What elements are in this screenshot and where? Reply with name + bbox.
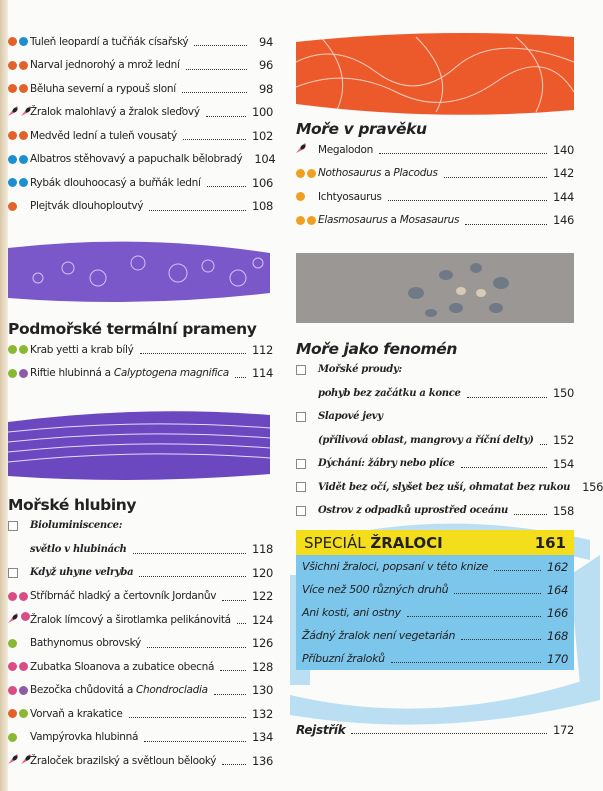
leader-dots [222, 764, 246, 765]
entry-markers [8, 202, 30, 211]
page-number: 98 [258, 81, 273, 96]
leader-dots [351, 733, 547, 734]
page-number: 146 [552, 213, 574, 228]
entry-title [318, 482, 570, 493]
leader-dots [222, 600, 246, 601]
green-dot-icon [8, 639, 17, 648]
page-number: 134 [251, 730, 273, 745]
leader-dots [514, 514, 547, 515]
leader-dots [407, 616, 541, 617]
toc-entry[interactable] [8, 726, 273, 750]
section-thermal [8, 320, 273, 385]
orange-dot-icon [8, 131, 17, 140]
entry-title [318, 458, 455, 469]
index-label: Rejstřík [296, 722, 346, 737]
special-sharks-box [296, 530, 574, 670]
leader-dots [220, 670, 246, 671]
blue-dot-icon [8, 155, 17, 164]
entry-title [318, 214, 459, 226]
page-number: 120 [251, 565, 273, 580]
entry-title-part: Narval jednorohý a mrož lední [30, 59, 180, 72]
entry-title-part: Mořské proudy: [318, 364, 402, 376]
entry-title [302, 652, 385, 665]
entry-title-part: Bezočka chůdovitá a [30, 684, 137, 697]
page-number: 156 [582, 480, 603, 495]
toc-entry[interactable] [8, 338, 273, 362]
leader-dots [237, 623, 246, 624]
entry-title [318, 411, 383, 422]
pink-dot-icon [21, 612, 30, 621]
entry-markers [296, 142, 318, 157]
entry-title-part: Bathynomus obrovský [30, 637, 141, 650]
leader-dots [391, 662, 541, 663]
page-number: 158 [552, 503, 574, 518]
entry-title-part: Když uhyne velryba [30, 567, 134, 579]
entry-title-part: Žralok límcový a širotlamka pelikánovitá [30, 613, 231, 626]
toc-entry[interactable] [296, 162, 574, 186]
entry-title-part: Dýchání: žábry nebo plíce [318, 458, 455, 470]
leader-dots [183, 139, 246, 140]
page-number: 124 [251, 612, 273, 627]
section-heading: Podmořské termální prameny [8, 320, 257, 338]
entry-title [30, 106, 200, 118]
entry-title [318, 505, 508, 516]
green-dot-icon [8, 733, 17, 742]
page-number: 170 [546, 651, 568, 666]
entry-title-part: Nothosaurus [318, 167, 382, 180]
page-number: 112 [251, 342, 273, 357]
entry-title-part: Rybák dlouhoocasý a buřňák lední [30, 176, 201, 189]
purple-lines-band [8, 410, 270, 482]
toc-entry[interactable] [296, 358, 574, 405]
toc-entry[interactable] [296, 452, 574, 476]
entry-title [30, 177, 201, 189]
toc-entry[interactable] [8, 195, 273, 219]
toc-entry[interactable] [296, 476, 603, 500]
orange-dot-icon [19, 61, 28, 70]
page-number: 132 [251, 706, 273, 721]
entry-title [302, 560, 488, 573]
blue-dot-icon [19, 155, 28, 164]
purple-dot-icon [19, 686, 28, 695]
leader-dots [494, 570, 541, 571]
entry-title [302, 606, 401, 619]
toc-entry[interactable] [8, 561, 273, 585]
toc-entry[interactable] [8, 632, 273, 656]
purple-dot-icon [19, 369, 28, 378]
page-number: 136 [251, 753, 273, 768]
entry-markers [8, 521, 30, 531]
entry-title [30, 590, 216, 602]
leader-dots [206, 116, 246, 117]
page-number: 126 [251, 636, 273, 651]
index-entry[interactable] [296, 718, 574, 742]
entry-markers [296, 216, 318, 225]
entry-title [30, 637, 141, 649]
checkbox-square-icon [296, 506, 306, 516]
checkbox-square-icon [296, 365, 306, 375]
toc-entry[interactable] [296, 578, 574, 601]
section-heading: Moře v pravěku [296, 120, 427, 138]
entry-title-part: (přílivová oblast, mangrovy a říční delty) [318, 434, 534, 446]
entry-title-part: světlo v hlubinách [30, 543, 127, 555]
leader-dots [467, 397, 547, 398]
entry-title-part: Krab yetti a krab bílý [30, 343, 134, 356]
leader-dots [144, 741, 246, 742]
entry-title-part: Slapové jevy [318, 411, 383, 423]
checkbox-square-icon [296, 459, 306, 469]
leader-dots [214, 694, 246, 695]
entry-title [30, 614, 231, 626]
toc-entry[interactable] [8, 171, 273, 195]
entry-title-part: Calyptogena magnifica [113, 367, 229, 380]
entry-markers [296, 192, 318, 201]
blue-dot-icon [19, 178, 28, 187]
entry-title [318, 167, 438, 179]
entry-markers [8, 84, 30, 93]
entry-title-part: Mosasaurus [399, 214, 460, 227]
entry-title-part: Zubatka Sloanova a zubatice obecná [30, 660, 215, 673]
entry-markers [8, 662, 30, 671]
entry-title-part: a [381, 167, 394, 180]
amber-dot-icon [296, 169, 305, 178]
entry-markers [296, 365, 318, 375]
entry-title [302, 583, 448, 596]
toc-entry[interactable] [8, 585, 273, 609]
pink-dot-icon [8, 592, 17, 601]
page-number: 144 [552, 189, 574, 204]
leader-dots [139, 576, 246, 577]
toc-entry[interactable] [8, 702, 273, 726]
entry-title [30, 36, 188, 48]
page-number: 118 [251, 542, 273, 557]
entry-markers [8, 733, 30, 742]
toc-entry[interactable] [8, 124, 273, 148]
leader-dots [149, 210, 246, 211]
orange-dot-icon [8, 84, 17, 93]
entry-title-part: Ani kosti, ani ostny [302, 606, 401, 619]
entry-title-part: Více než 500 různých druhů [302, 583, 449, 596]
book-spine [0, 0, 8, 791]
entry-title-part: Ichtyosaurus [318, 190, 382, 203]
page-number: 128 [251, 659, 273, 674]
entry-title [30, 59, 180, 71]
page-number: 96 [258, 58, 273, 73]
toc-entry[interactable] [296, 185, 574, 209]
section-heading: Moře jako fenomén [296, 340, 458, 358]
page-number: 104 [254, 152, 276, 167]
section-prehistory [296, 120, 574, 232]
special-page: 161 [534, 533, 566, 552]
orange-dot-icon [8, 202, 17, 211]
page-number: 130 [251, 683, 273, 698]
leader-dots [186, 69, 247, 70]
entry-markers [8, 592, 30, 601]
entry-title-part: Stříbrnáč hladký a čertovník Jordanův [30, 590, 217, 603]
toc-entry[interactable] [296, 499, 574, 523]
shark-icon [8, 105, 19, 120]
leader-dots [388, 200, 547, 201]
toc-entry[interactable] [8, 101, 273, 125]
leader-dots [207, 186, 246, 187]
shark-icon [296, 142, 307, 157]
orange-dot-icon [19, 131, 28, 140]
entry-markers [8, 612, 30, 627]
entry-title [30, 520, 122, 531]
toc-entry[interactable] [296, 405, 574, 452]
entry-markers [8, 155, 30, 164]
entry-markers [8, 61, 30, 70]
entry-title [302, 629, 455, 642]
page-number: 114 [251, 366, 273, 381]
blue-dot-icon [19, 37, 28, 46]
toc-entry[interactable] [8, 77, 273, 101]
leader-dots [235, 377, 246, 378]
leader-dots [461, 639, 541, 640]
entry-markers [296, 412, 318, 422]
special-header[interactable] [296, 530, 574, 555]
page-number: 162 [546, 559, 568, 574]
page-number: 140 [552, 142, 574, 157]
page-number: 102 [251, 128, 273, 143]
page-number: 150 [552, 386, 574, 401]
entry-title [30, 367, 229, 379]
entry-markers [296, 506, 318, 516]
entry-title-part: Žralok malohlavý a žralok sleďový [30, 106, 200, 119]
entry-title-part: pohyb bez začátku a konce [318, 387, 461, 399]
entry-title [30, 544, 127, 555]
toc-top-left [8, 30, 276, 218]
pebble-beach-photo [296, 253, 574, 323]
entry-markers [296, 169, 318, 178]
entry-markers [296, 482, 318, 492]
special-label-bold: ŽRALOCI [370, 533, 443, 552]
toc-entry[interactable] [8, 362, 273, 386]
entry-title-part: Elasmosaurus [318, 214, 388, 227]
entry-markers [8, 568, 30, 578]
entry-title [30, 153, 242, 165]
leader-dots [194, 45, 247, 46]
entry-title [30, 661, 214, 673]
entry-title-part: Všichni žraloci, popsaní v této knize [302, 560, 488, 573]
entry-title-part: a [387, 214, 400, 227]
entry-title-part: Běluha severní a rypouš sloní [30, 82, 176, 95]
pink-dot-icon [8, 662, 17, 671]
leader-dots [540, 444, 547, 445]
toc-entry[interactable] [296, 555, 574, 578]
leader-dots [133, 553, 246, 554]
entry-title [318, 364, 402, 375]
entry-title-part: Medvěd lední a tuleň vousatý [30, 129, 177, 142]
orange-dot-icon [8, 37, 17, 46]
entry-markers [8, 345, 30, 354]
orange-dot-icon [8, 61, 17, 70]
blue-dot-icon [8, 178, 17, 187]
toc-entry[interactable] [296, 647, 574, 670]
leader-dots [147, 647, 246, 648]
toc-entry[interactable] [8, 608, 273, 632]
leader-dots [465, 224, 547, 225]
orange-dot-icon [19, 84, 28, 93]
page-number: 168 [546, 628, 568, 643]
shark-icon [8, 753, 19, 768]
entry-title-part: Placodus [393, 167, 438, 180]
entry-markers [8, 639, 30, 648]
leader-dots [182, 92, 247, 93]
toc-entry[interactable] [8, 148, 276, 172]
orange-dot-icon [8, 709, 17, 718]
entry-title [318, 191, 382, 203]
entry-markers [8, 753, 30, 768]
checkbox-square-icon [296, 412, 306, 422]
amber-dot-icon [307, 216, 316, 225]
green-dot-icon [8, 345, 17, 354]
checkbox-square-icon [8, 521, 18, 531]
entry-title [30, 708, 123, 720]
entry-title-part: Žádný žralok není vegetarián [302, 629, 456, 642]
entry-title [30, 200, 143, 212]
section-heading: Mořské hlubiny [8, 496, 137, 514]
entry-title-part: Chondrocladia [136, 684, 208, 697]
toc-entry[interactable] [8, 749, 273, 773]
page-number: 142 [552, 166, 574, 181]
amber-dot-icon [307, 169, 316, 178]
entry-markers [8, 369, 30, 378]
toc-entry[interactable] [296, 138, 574, 162]
entry-title-part: Albatros stěhovavý a papuchalk bělobradý [30, 153, 243, 166]
toc-entry[interactable] [296, 601, 574, 624]
entry-title [30, 130, 177, 142]
leader-dots [129, 717, 246, 718]
toc-entry[interactable] [8, 514, 273, 561]
entry-markers [8, 131, 30, 140]
entry-title-part: Vampýrovka hlubinná [30, 731, 139, 744]
page-number: 122 [251, 589, 273, 604]
entry-title-part: Vorvaň a krakatice [30, 707, 123, 720]
entry-title-part: Plejtvák dlouhoploutvý [30, 200, 144, 213]
purple-bubbles-band [8, 238, 270, 304]
special-label: SPECIÁL [304, 533, 366, 552]
leader-dots [379, 153, 547, 154]
entry-title [30, 567, 133, 578]
page-number: 164 [546, 582, 568, 597]
pink-dot-icon [19, 662, 28, 671]
entry-title-part: Žraloček brazilský a světloun bělooký [30, 754, 217, 767]
orange-pattern-band [296, 32, 574, 114]
entry-title [318, 435, 534, 446]
entry-title [30, 684, 208, 696]
page-number: 108 [251, 199, 273, 214]
leader-dots [454, 593, 541, 594]
toc-entry[interactable] [296, 209, 574, 233]
toc-entry[interactable] [296, 624, 574, 647]
green-dot-icon [19, 709, 28, 718]
page-number: 154 [552, 456, 574, 471]
entry-markers [8, 178, 30, 187]
entry-title [30, 755, 216, 767]
entry-title-part: Příbuzní žraloků [302, 652, 385, 665]
page-number: 152 [552, 433, 574, 448]
entry-title-part: Ostrov z odpadků uprostřed oceánu [318, 505, 508, 517]
toc-entry[interactable] [8, 679, 273, 703]
green-dot-icon [8, 369, 17, 378]
pink-dot-icon [19, 592, 28, 601]
amber-dot-icon [296, 192, 305, 201]
entry-markers [8, 105, 30, 120]
page-number: 94 [258, 34, 273, 49]
entry-markers [8, 686, 30, 695]
entry-title [30, 83, 176, 95]
green-dot-icon [19, 345, 28, 354]
entry-title-part: Vidět bez očí, slyšet bez uší, ohmatat bez rukou [318, 481, 571, 493]
entry-title [318, 144, 373, 156]
entry-title-part: Bioluminiscence: [30, 520, 123, 532]
toc-entry[interactable] [8, 655, 273, 679]
entry-markers [8, 709, 30, 718]
page-number: 172 [552, 722, 574, 737]
page-number: 100 [251, 105, 273, 120]
page-number: 166 [546, 605, 568, 620]
entry-title [318, 388, 461, 399]
leader-dots [444, 177, 547, 178]
leader-dots [140, 353, 246, 354]
toc-entry[interactable] [8, 30, 273, 54]
shark-icon [8, 612, 19, 627]
leader-dots [461, 467, 547, 468]
entry-title [30, 344, 134, 356]
section-depths [8, 496, 273, 773]
checkbox-square-icon [296, 482, 306, 492]
checkbox-square-icon [8, 568, 18, 578]
entry-title-part: Riftie hlubinná a [30, 367, 114, 380]
entry-title-part: Megalodon [318, 143, 374, 156]
page-number: 106 [251, 175, 273, 190]
pink-dot-icon [8, 686, 17, 695]
entry-markers [296, 459, 318, 469]
entry-title-part: Tuleň leopardí a tučňák císařský [30, 35, 189, 48]
entry-markers [8, 37, 30, 46]
toc-entry[interactable] [8, 54, 273, 78]
amber-dot-icon [296, 216, 305, 225]
entry-title [30, 731, 138, 743]
section-phenomenon [296, 340, 603, 523]
